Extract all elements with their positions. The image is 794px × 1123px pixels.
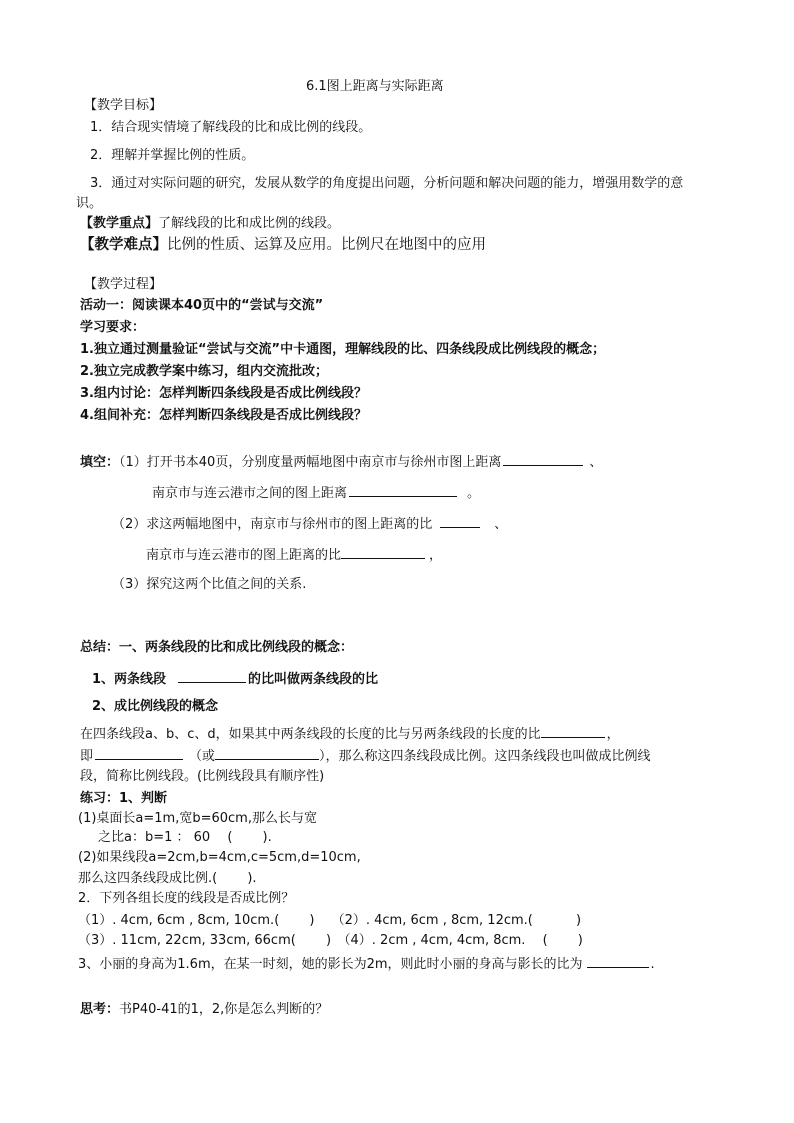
fill-q2a-end: 、 [494, 517, 508, 532]
answer-blank[interactable] [178, 670, 246, 683]
requirement-item: 1.独立通过测量验证“尝试与交流”中卡通图，理解线段的比、四条线段成比例线段的概念； [80, 342, 606, 357]
objective-item: 3．通过对实际问题的研究，发展从数学的角度提出问题，分析问题和解决问题的能力，增强用数学的意 [90, 176, 684, 191]
practice-q3 [78, 955, 655, 973]
requirement-item: 4.组间补充：怎样判断四条线段是否成比例线段？ [80, 408, 367, 423]
fill-label: 填空： [80, 455, 120, 470]
answer-blank[interactable] [349, 484, 457, 497]
answer-blank[interactable] [440, 515, 480, 528]
summary-para-1 [80, 725, 620, 743]
summary-p1-text: 在四条线段a、b、c、d，如果其中两条线段的长度的比与另两条线段的长度的比 [80, 727, 541, 742]
practice-line: （3）. 11cm, 22cm, 33cm, 66cm( ) （4）. 2cm , 4cm, 4cm, 8cm. ( ) [78, 933, 583, 948]
summary-para-2 [80, 747, 651, 765]
fill-q1a-end: 、 [589, 455, 603, 470]
practice-q3-text: 3、小丽的身高为1.6m，在某一时刻，她的影长为2m，则此时小丽的身高与影长的比为 [78, 957, 583, 972]
key-point-text: 了解线段的比和成比例的线段。 [158, 216, 341, 231]
practice-line: (1)桌面长a=1m,宽b=60cm,那么长与宽 [78, 811, 317, 826]
fill-q1b-text: 南京市与连云港市之间的图上距离 [152, 486, 348, 501]
fill-q2b-end: ， [429, 548, 443, 563]
difficulty [80, 236, 486, 254]
page-title: 6.1图上距离与实际距离 [306, 79, 444, 94]
summary-s1-post: 的比叫做两条线段的比 [248, 672, 379, 687]
fill-q2b [146, 546, 442, 564]
fill-q1a-text: （1）打开书本40页，分别度量两幅地图中南京市与徐州市图上距离 [119, 455, 502, 470]
process-heading: 【教学过程】 [84, 277, 163, 292]
practice-line: 之比a：b=1 ： 60 ( ). [98, 830, 272, 845]
practice-line: 2．下列各组长度的线段是否成比例？ [78, 891, 295, 906]
requirement-item: 2.独立完成教学案中练习，组内交流批改； [80, 364, 328, 379]
answer-blank[interactable] [503, 453, 583, 466]
objective-item: 识。 [76, 196, 103, 211]
summary-para-3: 段，简称比例线段。(比例线段具有顺序性) [80, 769, 325, 784]
activity-title: 活动一：阅读课本40页中的“尝试与交流” [80, 298, 324, 313]
fill-q2b-text: 南京市与连云港市的图上距离的比 [146, 548, 342, 563]
practice-line: (2)如果线段a=2cm,b=4cm,c=5cm,d=10cm, [78, 850, 361, 865]
practice-line: 那么这四条线段成比例.( ). [78, 871, 257, 886]
objective-item: 2．理解并掌握比例的性质。 [90, 148, 255, 163]
answer-blank[interactable] [541, 725, 605, 738]
answer-blank[interactable] [587, 955, 649, 968]
practice-q3-end: . [650, 957, 655, 972]
think-label: 思考： [80, 1002, 120, 1017]
objectives-heading: 【教学目标】 [84, 98, 163, 113]
key-point [80, 216, 340, 232]
requirements-heading: 学习要求： [80, 320, 146, 335]
fill-q3: （3）探究这两个比值之间的关系. [112, 577, 307, 592]
think-line [80, 1002, 328, 1018]
difficulty-text: 比例的性质、运算及应用。比例尺在地图中的应用 [167, 237, 486, 253]
summary-item-1 [92, 670, 378, 688]
answer-blank[interactable] [341, 546, 425, 559]
fill-q2a-text: （2）求这两幅地图中，南京市与徐州市的图上距离的比 [112, 517, 433, 532]
difficulty-label: 【教学难点】 [80, 237, 167, 253]
summary-p1-end: ， [606, 727, 620, 742]
summary-p2-a: 即 [80, 749, 94, 764]
fill-q1a [80, 453, 602, 471]
practice-line: （1）. 4cm, 6cm , 8cm, 10cm.( ) （2）. 4cm, 6cm , 8cm, 12cm.( ) [78, 913, 582, 928]
practice-heading: 练习：1、判断 [80, 791, 168, 806]
answer-blank[interactable] [95, 747, 183, 760]
fill-q1b-end: 。 [467, 486, 481, 501]
summary-heading: 总结：一、两条线段的比和成比例线段的概念： [80, 640, 354, 655]
summary-p2-b: （或 [189, 749, 216, 764]
objective-item: 1．结合现实情境了解线段的比和成比例的线段。 [90, 120, 372, 135]
requirement-item: 3.组内讨论：怎样判断四条线段是否成比例线段？ [80, 386, 367, 401]
summary-p2-c: ），那么称这四条线段成比例。这四条线段也叫做成比例线 [319, 749, 651, 764]
answer-blank[interactable] [215, 747, 319, 760]
fill-q1b [152, 484, 480, 502]
fill-q2a [112, 515, 507, 533]
summary-item-2: 2、成比例线段的概念 [92, 699, 219, 714]
think-text: 书P40-41的1，2,你是怎么判断的？ [119, 1002, 329, 1017]
summary-s1-pre: 1、两条线段 [92, 672, 167, 687]
key-point-label: 【教学重点】 [80, 216, 159, 231]
